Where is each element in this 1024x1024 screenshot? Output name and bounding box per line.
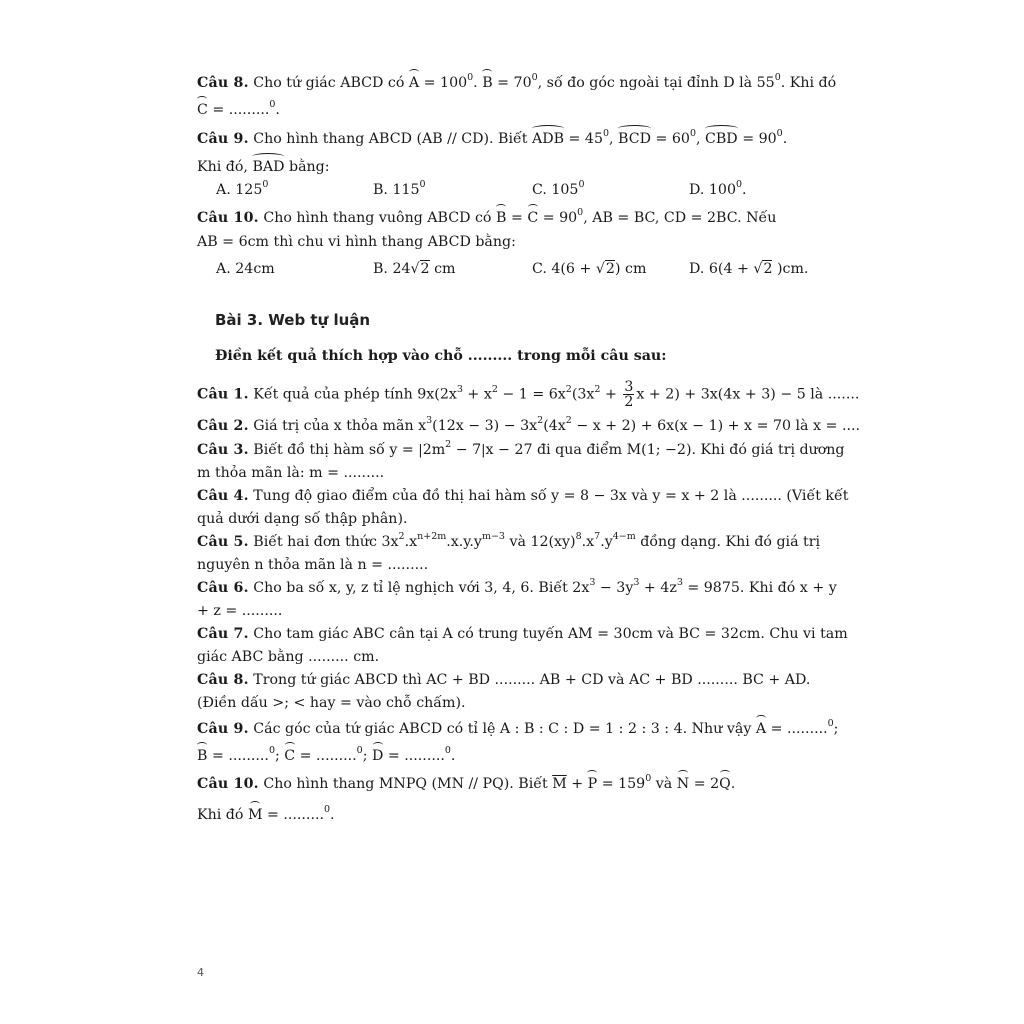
p3-q6-line2: + z = ......... xyxy=(197,603,283,619)
fraction: $\frac{3}{2}$ xyxy=(624,379,634,410)
p3-q8-line1: Câu 8. Trong tứ giác ABCD thì AC + BD ......... AB + CD và AC + BD ......... BC + AD. xyxy=(197,672,811,688)
section-instruction: Điền kết quả thích hợp vào chỗ ......... trong mỗi câu sau: xyxy=(215,348,667,364)
p2-q10-line2: AB = 6cm thì chu vi hình thang ABCD bằng: xyxy=(197,234,516,250)
option-b[interactable]: B. $115^0$ xyxy=(373,179,426,198)
p3-q4-line2: quả dưới dạng số thập phân). xyxy=(197,511,408,527)
p3-q2: Câu 2. Giá trị của x thỏa mãn $x^3(12x - 3) - 3x^2(4x^2 - x + 2) + 6x(x - 1) + x = 70$ là x = .... xyxy=(197,415,860,434)
p3-q8-line2: (Điền dấu >; < hay = vào chỗ chấm). xyxy=(197,695,466,711)
page-number: 4 xyxy=(197,966,204,979)
p3-q7-line2: giác ABC bằng ......... cm. xyxy=(197,649,380,665)
p2-q10-line1: Câu 10. Cho hình thang vuông ABCD có $B = C = 90^0$, AB = BC, CD = 2BC. Nếu xyxy=(197,207,777,226)
p3-q9-line2: B = .........$^0$; C = .........$^0$; D = .........$^0$. xyxy=(197,745,456,764)
p2-q9-line2: Khi đó, BAD bằng: xyxy=(197,159,330,175)
section-heading: Bài 3. Web tự luận xyxy=(215,311,371,329)
p2-q9-line1: Câu 9. Cho hình thang ABCD (AB // CD). Biết ADB = $45^0$, BCD = $60^0$, CBD = $90^0$. xyxy=(197,128,788,147)
p3-q5-line1: Câu 5. Biết hai đơn thức $3x^2.x^{n+2m}.x.y.y^{m-3}$ và $12(xy)^8.x^7.y^{4-m}$ đồng dạng. Khi đó giá trị xyxy=(197,531,821,550)
p3-q7-line1: Câu 7. Cho tam giác ABC cân tại A có trung tuyến AM = 30cm và BC = 32cm. Chu vi tam xyxy=(197,626,848,642)
option-b[interactable]: B. 24√2 cm xyxy=(373,261,456,277)
option-c[interactable]: C. $105^0$ xyxy=(532,179,585,198)
p2-q8-line2: C = .........$^0$. xyxy=(197,99,280,118)
p3-q3-line2: m thỏa mãn là: m = ......... xyxy=(197,465,385,481)
p3-q5-line2: nguyên n thỏa mãn là n = ......... xyxy=(197,557,429,573)
option-d[interactable]: D. 6(4 + √2 )cm. xyxy=(689,261,809,277)
p3-q9-line1: Câu 9. Các góc của tứ giác ABCD có tỉ lệ A : B : C : D = 1 : 2 : 3 : 4. Như vậy A = .........$^0$; xyxy=(197,718,839,737)
p3-q1: Câu 1. Kết quả của phép tính $9x(2x^3 + x^2 - 1 = 6x^2(3x^2$ + $\frac{3}{2}$ x + 2) + 3x(4x + 3) − 5 là ....... xyxy=(197,379,860,410)
p3-q6-line1: Câu 6. Cho ba số x, y, z tỉ lệ nghịch với 3, 4, 6. Biết $2x^3 - 3y^3 + 4z^3 = 9875$. Khi đó x + y xyxy=(197,577,837,596)
p2-q8-line1: Câu 8. Cho tứ giác ABCD có $A = 100^0$. $B = 70^0$, số đo góc ngoài tại đỉnh D là $55^0$. Khi đó xyxy=(197,72,837,91)
p3-q3-line1: Câu 3. Biết đồ thị hàm số $y = |2m^2 - 7|x - 27$ đi qua điểm M(1; −2). Khi đó giá trị dương xyxy=(197,439,845,458)
p3-q10-line1: Câu 10. Cho hình thang MNPQ (MN // PQ). Biết $\overline{M} + P = 159^0$ và N = 2Q. xyxy=(197,773,736,792)
p3-q4-line1: Câu 4. Tung độ giao điểm của đồ thị hai hàm số y = 8 − 3x và y = x + 2 là ......... (Viết kết xyxy=(197,488,849,504)
option-a[interactable]: A. 24cm xyxy=(216,261,275,277)
option-d[interactable]: D. $100^0$. xyxy=(689,179,747,198)
p3-q10-line2: Khi đó M = .........$^0$. xyxy=(197,804,335,823)
option-a[interactable]: A. $125^0$ xyxy=(216,179,269,198)
option-c[interactable]: C. 4(6 + √2) cm xyxy=(532,261,647,277)
